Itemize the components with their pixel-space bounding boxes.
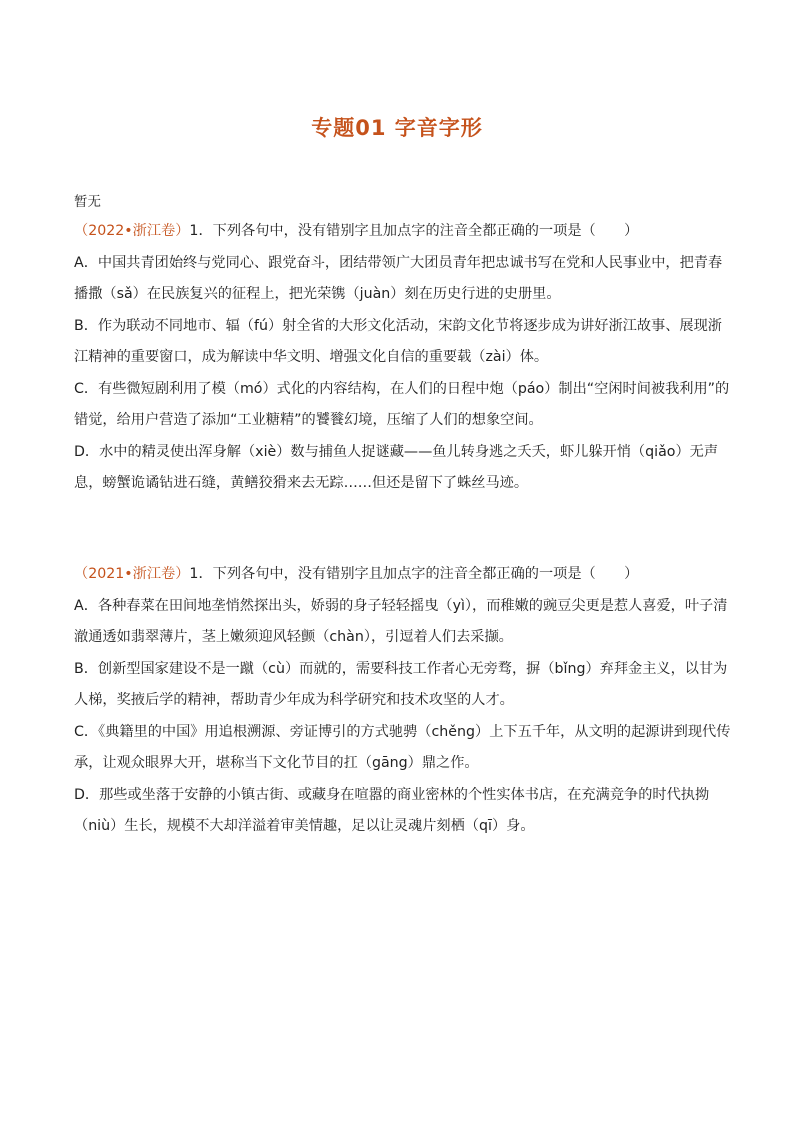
- question-stem: 1．下列各句中，没有错别字且加点字的注音全都正确的一项是（ ）: [189, 223, 639, 239]
- page-title: 专题01 字音字形: [311, 116, 483, 140]
- note-text: 暂无: [74, 194, 101, 210]
- question-block: [74, 216, 734, 500]
- question-header: [74, 216, 734, 248]
- option-a: A．各种春菜在田间地垄悄然探出头，娇弱的身子轻轻摇曳（yì），而稚嫩的豌豆尖更是惹人喜爱，叶子清澈通透如翡翠薄片，茎上嫩须迎风轻颤（chàn），引逗着人们去采撷。: [74, 597, 728, 645]
- question-header: [74, 559, 734, 591]
- question-block: [74, 559, 734, 843]
- question-source: （2021•浙江卷）: [74, 566, 190, 582]
- option-d: D．水中的精灵使出浑身解（xiè）数与捕鱼人捉谜藏——鱼儿转身逃之夭夭，虾儿躲开悄（qiǎo）无声息，螃蟹诡谲钻进石缝，黄鳝狡猾来去无踪……但还是留下了蛛丝马迹。: [74, 443, 719, 491]
- option-c: C．有些微短剧利用了模（mó）式化的内容结构，在人们的日程中炮（páo）制出“空闲时间被我利用”的错觉，给用户营造了添加“工业糖精”的饕餮幻境，压缩了人们的想象空间。: [74, 380, 730, 428]
- option-a: A．中国共青团始终与党同心、跟党奋斗，团结带领广大团员青年把忠诚书写在党和人民事业中，把青春播撒（sǎ）在民族复兴的征程上，把光荣镌（juàn）刻在历史行进的史册里。: [74, 254, 723, 302]
- option-b: B．创新型国家建设不是一蹴（cù）而就的，需要科技工作者心无旁骛，摒（bǐng）弃拜金主义，以甘为人梯，奖掖后学的精神，帮助青少年成为科学研究和技术攻坚的人才。: [74, 660, 728, 708]
- question-stem: 1．下列各句中，没有错别字且加点字的注音全都正确的一项是（ ）: [189, 566, 639, 582]
- option-b: B．作为联动不同地市、辐（fú）射全省的大形文化活动，宋韵文化节将逐步成为讲好浙江故事、展现浙江精神的重要窗口，成为解读中华文明、增强文化自信的重要载（zài）体。: [74, 317, 722, 365]
- option-c: C．《典籍里的中国》用追根溯源、旁证博引的方式驰骋（chěng）上下五千年，从文明的起源讲到现代传承，让观众眼界大开，堪称当下文化节目的扛（gāng）鼎之作。: [74, 723, 731, 771]
- option-d: D．那些或坐落于安静的小镇古街、或藏身在喧嚣的商业密林的个性实体书店，在充满竞争的时代执拗（niù）生长，规模不大却洋溢着审美情趣，足以让灵魂片刻栖（qī）身。: [74, 786, 710, 834]
- question-source: （2022•浙江卷）: [74, 223, 190, 239]
